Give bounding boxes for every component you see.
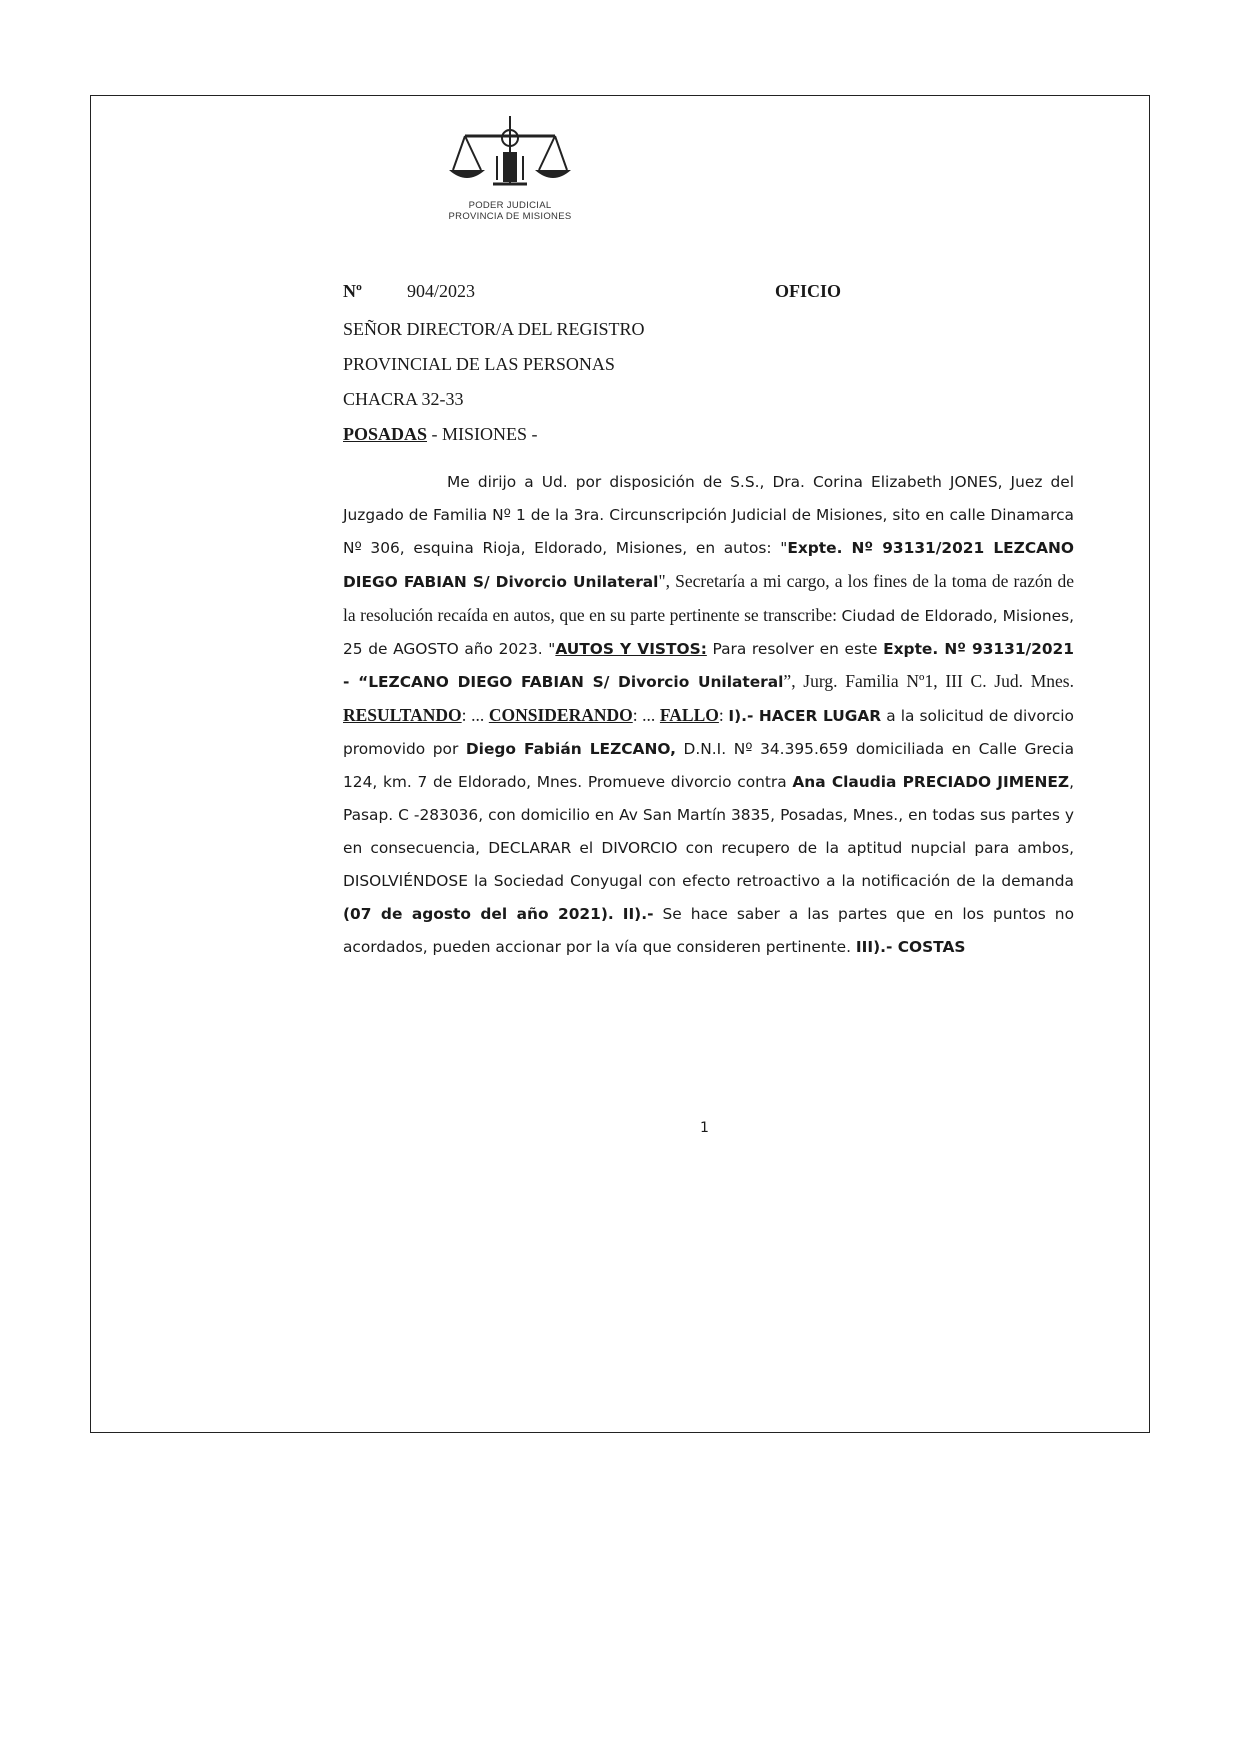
body-p7: : ... xyxy=(632,705,660,726)
fallo: FALLO xyxy=(659,705,719,726)
court-logo xyxy=(425,112,595,230)
recipient-line-2: PROVINCIAL DE LAS PERSONAS xyxy=(343,354,615,374)
ruling-item-2: II).- xyxy=(622,904,654,923)
body-p10: D.N.I. Nº 34.395.659 domiciliada en Calle Grecia 124, km. 7 de Eldorado, Mnes. Promueve divorcio contra xyxy=(343,740,1075,792)
case-reference-1: Expte. Nº 93131/2021 LEZCANO DIEGO FABIAN S/ Divorcio Unilateral xyxy=(343,538,1074,591)
notification-date: (07 de agosto del año 2021). xyxy=(343,904,614,923)
number-label: Nº xyxy=(343,281,362,301)
recipient-city-line xyxy=(343,423,538,445)
logo-line-1: PODER JUDICIAL xyxy=(468,200,552,211)
body-p2: ", Secretaría a mi cargo, a los fines de la toma de razón de la resolución recaída en autos, que en su parte pertinente se transcribe: xyxy=(343,570,1074,625)
recipient-province: - MISIONES - xyxy=(427,424,538,444)
ruling-item-3: III).- COSTAS xyxy=(855,937,966,956)
scales-of-justice-icon xyxy=(445,112,575,200)
body-p12 xyxy=(614,905,623,923)
body-p8: : xyxy=(718,705,729,726)
case-reference-2: Expte. Nº 93131/2021 - “LEZCANO DIEGO FABIAN S/ Divorcio Unilateral xyxy=(343,639,1074,692)
page-number: 1 xyxy=(700,1120,709,1136)
recipient-city: POSADAS xyxy=(343,424,428,444)
number-value: 904/2023 xyxy=(407,281,476,301)
body-p6: : ... xyxy=(461,705,489,726)
body-p1: Me dirijo a Ud. por disposición de S.S., Dra. Corina Elizabeth JONES, Juez del Juzgado de Familia Nº 1 de la 3ra. Circunscripción Judicial de Misiones, sito en calle Dinamarca Nº 306, esquina Rioja, Eldorado, Misiones, en autos: " xyxy=(343,473,1074,557)
autos-y-vistos: AUTOS Y VISTOS: xyxy=(555,639,707,658)
defendant-name: Ana Claudia PRECIADO JIMENEZ xyxy=(792,773,1070,792)
body-p9: a la solicitud de divorcio promovido por xyxy=(343,707,1074,759)
body-p11: , Pasap. C -283036, con domicilio en Av San Martín 3835, Posadas, Mnes., en todas sus partes y en consecuencia, DECLARAR el DIVORCIO con recupero de la aptitud nupcial para ambos, DISOLVIÉNDOSE la Sociedad Conyugal con efecto retroactivo a la notificación de la demanda xyxy=(343,773,1074,890)
body-p5: ”, Jurg. Familia Nº1, III C. Jud. Mnes. xyxy=(783,671,1074,692)
document-body xyxy=(343,466,1074,964)
document-type: OFICIO xyxy=(775,281,842,301)
recipient-line-1: SEÑOR DIRECTOR/A DEL REGISTRO xyxy=(343,319,645,339)
recipient-line-3: CHACRA 32-33 xyxy=(343,389,464,409)
plaintiff-name: Diego Fabián LEZCANO, xyxy=(465,740,676,759)
resultando: RESULTANDO xyxy=(343,705,462,726)
considerando: CONSIDERANDO xyxy=(488,705,633,726)
ruling-item-1: I).- HACER LUGAR xyxy=(728,707,882,726)
body-p4: Para resolver en este xyxy=(706,639,884,658)
body-p3: Ciudad de Eldorado, Misiones, 25 de AGOSTO año 2023. " xyxy=(343,606,1074,658)
body-p13: Se hace saber a las partes que en los puntos no acordados, pueden accionar por la vía que consideren pertinente. xyxy=(343,904,1074,956)
logo-line-2: PROVINCIA DE MISIONES xyxy=(448,211,572,222)
